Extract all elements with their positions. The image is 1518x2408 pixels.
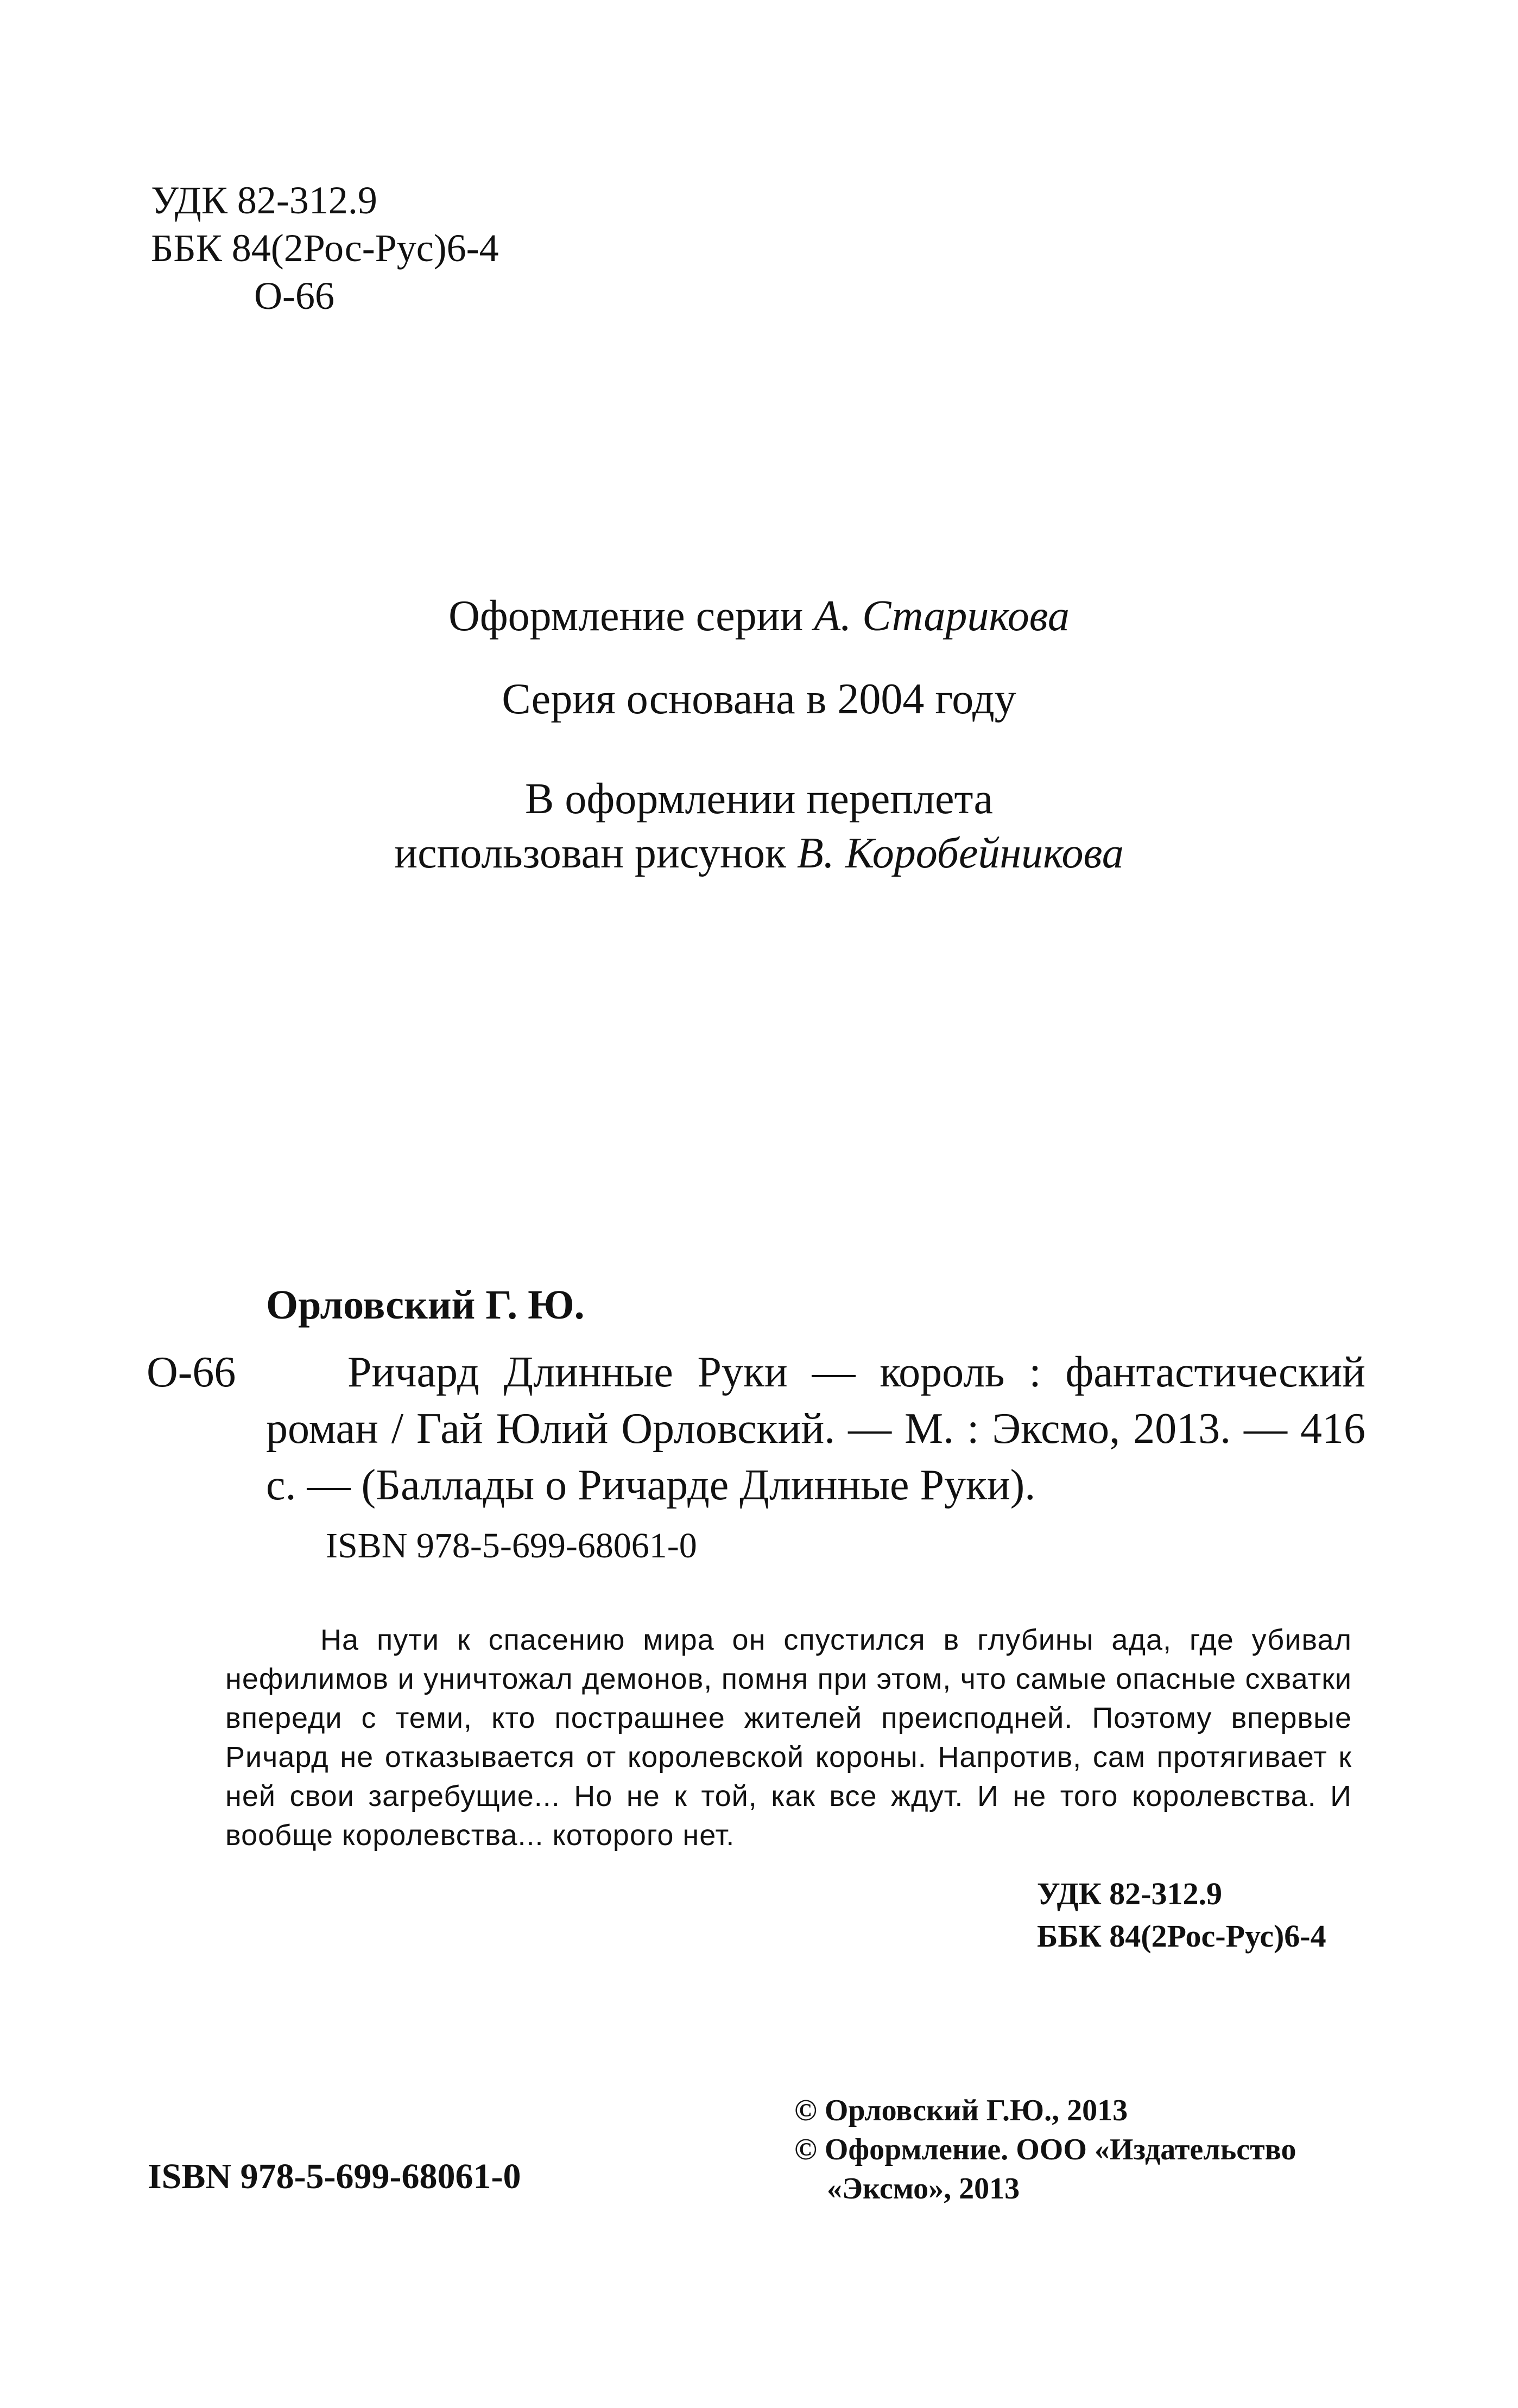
- copyright-block: [794, 2091, 1296, 2208]
- author-mark: О-66: [254, 274, 334, 318]
- isbn-bottom: ISBN 978-5-699-68061-0: [148, 2157, 521, 2196]
- series-design-credit: [0, 589, 1518, 643]
- classification-block: [151, 176, 499, 320]
- cover-artist-name: В. Коробейникова: [796, 829, 1124, 877]
- cover-credit-line1: В оформлении переплета: [525, 775, 993, 823]
- bottom-bbk: ББК 84(2Рос-Рус)6-4: [1037, 1918, 1326, 1954]
- catalog-isbn: ISBN 978-5-699-68061-0: [326, 1526, 697, 1566]
- catalog-description: Ричард Длинные Руки — король : фантастический роман / Гай Юлий Орловский. — М. : Эксмо, 2013. — 416 с. — (Баллады о Ричарде Длинные Руки).: [266, 1348, 1365, 1509]
- series-design-name: А. Старикова: [814, 592, 1070, 640]
- series-design-label: Оформление серии: [448, 592, 814, 640]
- bbk-code: ББК 84(2Рос-Рус)6-4: [151, 226, 499, 270]
- bottom-udk: УДК 82-312.9: [1037, 1876, 1222, 1911]
- bottom-classification: [1037, 1873, 1326, 1957]
- book-annotation: На пути к спасению мира он спустился в глубины ада, где убивал нефилимов и уничтожал демонов, помня при этом, что самые опасные схватки впереди с теми, кто пострашнее жителей преисподней. Поэтому впервые Ричард не отказывается от королевской короны. Напротив, сам протягивает к ней свои загребущие... Но не к той, как все ждут. И не того королевства. И вообще королевства... которого нет.: [225, 1624, 1352, 1852]
- copyright-design: © Оформление. ООО «Издательство: [794, 2133, 1296, 2166]
- series-founded: [0, 672, 1518, 726]
- udk-code: УДК 82-312.9: [151, 179, 377, 222]
- catalog-code: О-66: [147, 1348, 236, 1396]
- series-founded-text: Серия основана в 2004 году: [502, 675, 1016, 723]
- cover-credit-label: использован рисунок: [394, 829, 797, 877]
- copyright-publisher: «Эксмо», 2013: [827, 2172, 1020, 2206]
- copyright-author: © Орловский Г.Ю., 2013: [794, 2094, 1128, 2127]
- catalog-author: Орловский Г. Ю.: [266, 1282, 585, 1328]
- cover-credit: [0, 772, 1518, 880]
